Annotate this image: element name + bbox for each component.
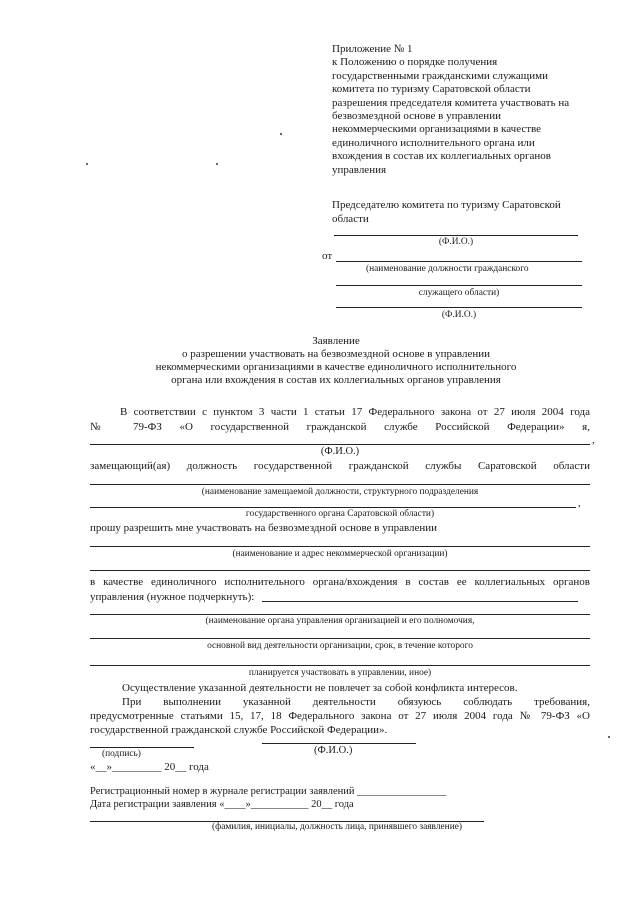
addressee-fio-caption: (Ф.И.О.) — [438, 237, 474, 247]
signature-fio-caption: (Ф.И.О.) — [314, 745, 353, 756]
capacity-line: в качестве единоличного исполнительного органа/вхождения в состав ее коллегиальных органов — [90, 576, 590, 588]
signature-caption: (подпись) — [102, 749, 141, 759]
planned-caption: планируется участвовать в управлении, иное) — [248, 668, 432, 678]
fio-comma: , — [592, 434, 595, 446]
organization-field-2 — [90, 570, 590, 571]
appendix-line: государственными гражданскими служащими — [332, 69, 548, 82]
appendix-line: вхождения в состав их коллегиальных органов — [332, 150, 551, 163]
registration-date: Дата регистрации заявления «____»___________ 20__ года — [90, 799, 354, 810]
appendix-line: разрешения председателя комитета участвовать на — [332, 96, 570, 109]
capacity-line-2: управления (нужное подчеркнуть): — [90, 591, 255, 603]
organ-powers-field — [90, 614, 590, 615]
occupying-line: замещающий(ая) должность государственной гражданской службы Саратовской области — [90, 460, 590, 472]
organ-powers-caption: (наименование органа управления организацией и его полномочия, — [205, 616, 475, 626]
from-label: от — [322, 250, 333, 262]
organ-caption: государственного органа Саратовской области) — [245, 509, 435, 519]
appendix-line: единоличного исполнительного органа или — [332, 136, 535, 149]
scan-speck — [608, 736, 610, 738]
addressee-line-2: области — [332, 213, 369, 225]
addressee-fio-field — [334, 235, 578, 236]
accepted-by-caption: (фамилия, инициалы, должность лица, принявшего заявление) — [212, 822, 462, 832]
title-line: о разрешении участвовать на безвозмездной основе в управлении — [181, 348, 491, 360]
signature-date: «__»_________ 20__ года — [90, 761, 209, 773]
title-line: некоммерческими организациями в качестве единоличного исполнительного — [155, 361, 517, 373]
activity-field — [90, 638, 590, 639]
scan-speck — [216, 163, 218, 165]
signature-fio-field — [262, 743, 416, 744]
appendix-line: некоммерческими организациями в качестве — [332, 123, 542, 136]
comply-line-3: государственной гражданской службе Российской Федерации». — [90, 724, 388, 736]
document-title: Заявление — [312, 335, 360, 347]
position-field — [90, 484, 590, 485]
paragraph-line: № 79-ФЗ «О государственной гражданской службе Российской Федерации» я, — [90, 421, 590, 433]
capacity-field — [262, 601, 578, 602]
organization-field — [90, 546, 590, 547]
appendix-line: Приложение № 1 — [332, 43, 413, 55]
addressee-fio-field-2 — [336, 307, 582, 308]
activity-caption: основной вид деятельности организации, срок, в течение которого — [207, 641, 473, 651]
signature-field — [90, 747, 194, 748]
appendix-header — [332, 43, 569, 177]
appendix-line: управления — [332, 163, 387, 176]
addressee-fio-caption-2: (Ф.И.О.) — [441, 310, 477, 320]
addressee-position-caption-2: служащего области) — [418, 288, 500, 298]
planned-field — [90, 665, 590, 666]
position-caption: (наименование замещаемой должности, структурного подразделения — [201, 487, 479, 497]
applicant-fio-field — [90, 444, 590, 445]
organization-caption: (наименование и адрес некоммерческой организации) — [232, 549, 448, 559]
appendix-line: безвозмездной основе в управлении — [332, 110, 501, 123]
scan-speck — [86, 163, 88, 165]
comply-line: При выполнении указанной деятельности обязуюсь соблюдать требования, — [122, 696, 590, 708]
request-line: прошу разрешить мне участвовать на безвозмездной основе в управлении — [90, 522, 438, 534]
addressee-line-1: Председателю комитета по туризму Саратовской — [332, 199, 561, 211]
paragraph-line: В соответствии с пунктом 3 части 1 статьи 17 Федерального закона от 27 июля 2004 года — [120, 406, 590, 418]
addressee-position-field — [336, 261, 582, 262]
registration-number: Регистрационный номер в журнале регистрации заявлений _________________ — [90, 786, 447, 797]
addressee-position-field-2 — [336, 285, 582, 286]
no-conflict-line: Осуществление указанной деятельности не повлечет за собой конфликта интересов. — [122, 682, 518, 694]
title-line: органа или вхождения в состав их коллегиальных органов управления — [171, 374, 501, 386]
applicant-fio-caption: (Ф.И.О.) — [320, 446, 360, 457]
organ-comma: , — [578, 497, 581, 509]
comply-line: предусмотренные статьями 15, 17, 18 Федерального закона от 27 июля 2004 года № 79-ФЗ «О — [90, 710, 590, 722]
organ-field — [90, 507, 576, 508]
appendix-line: комитета по туризму Саратовской области — [332, 83, 531, 96]
addressee-position-caption-1: (наименование должности гражданского — [366, 264, 529, 274]
appendix-line: к Положению о порядке получения — [332, 56, 498, 69]
scan-speck — [280, 133, 282, 135]
